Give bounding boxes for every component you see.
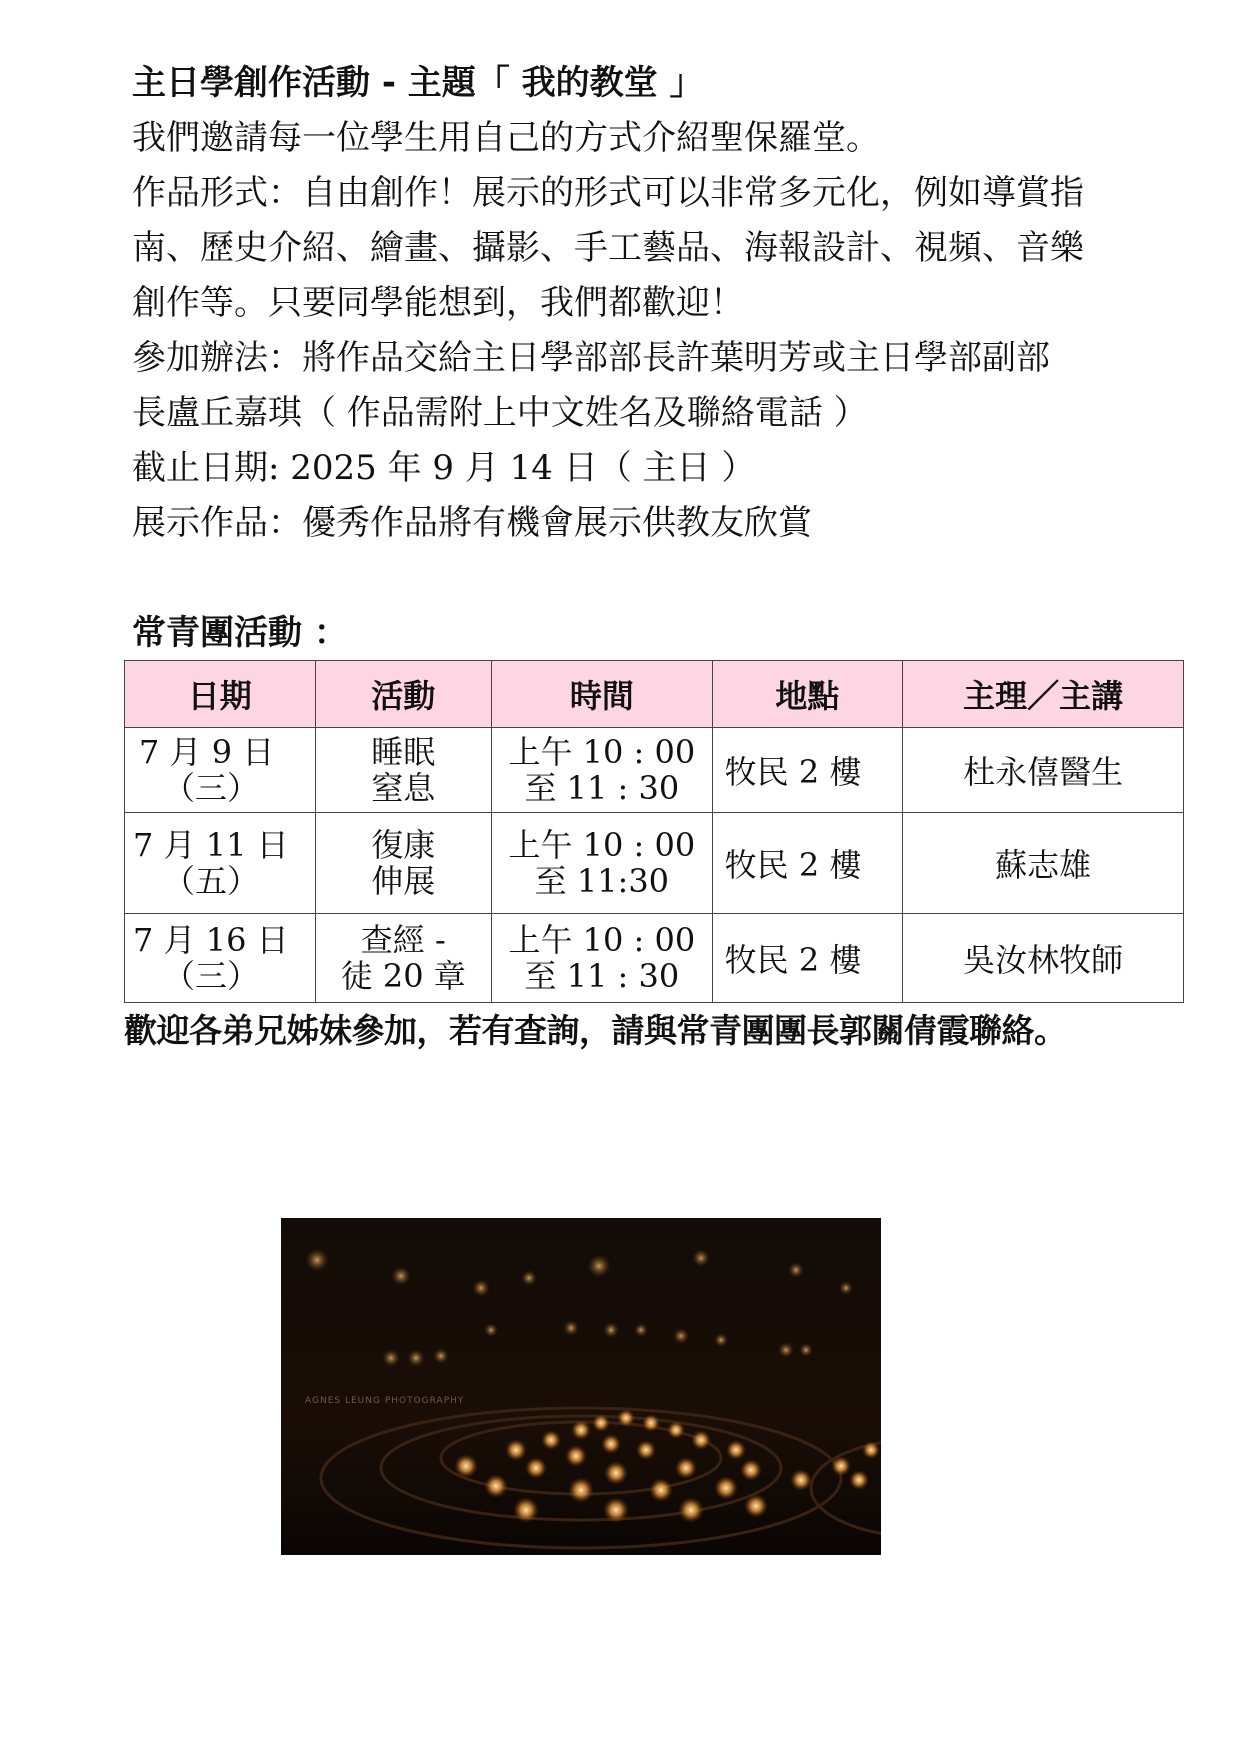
date-weekday: （五） [163,862,260,900]
location-cell: 牧民 2 樓 [712,914,903,1003]
header-host: 主理／主講 [903,661,1184,728]
activity-line-1: 睡眠 [371,733,436,771]
host-cell: 杜永僖醫生 [903,728,1184,813]
time-start: 上午 10 : 00 [508,826,696,864]
candles-photo [281,1218,881,1555]
sunday-school-section [132,56,1132,551]
display-text: 展示作品：優秀作品將有機會展示供教友欣賞 [132,503,812,543]
evergreen-schedule-table [124,660,1184,1003]
method-text-1: 參加辦法：將作品交給主日學部部長許葉明芳或主日學部副部 [132,338,1050,378]
location-cell: 牧民 2 樓 [712,813,903,914]
activity-line-2: 徒 20 章 [340,957,466,995]
location-cell: 牧民 2 樓 [712,728,903,813]
time-end: 至 11:30 [534,862,670,900]
evergreen-heading: 常青團活動 ： [132,613,348,653]
sunday-school-heading: 主日學創作活動 - 主題「 我的教堂 」 [132,63,704,103]
header-date: 日期 [125,661,316,728]
activity-cell [315,914,492,1003]
evergreen-footer-text: 歡迎各弟兄姊妹參加，若有查詢，請與常青團團長郭關倩霞聯絡。 [124,1011,1067,1050]
method-text-2: 長盧丘嘉琪（ 作品需附上中文姓名及聯絡電話 ） [132,393,868,433]
host-cell: 吳汝林牧師 [903,914,1184,1003]
date-weekday: （三） [163,769,260,807]
table-row [125,914,1184,1003]
activity-line-1: 復康 [371,826,436,864]
header-time: 時間 [492,661,713,728]
date-day: 7 月 16 日 [133,921,289,959]
deadline-text: 截止日期: 2025 年 9 月 14 日（ 主日 ） [132,448,756,488]
activity-line-1: 查經 - [360,921,446,959]
photo-watermark: AGNES LEUNG PHOTOGRAPHY [305,1396,465,1406]
format-text-1: 作品形式：自由創作！展示的形式可以非常多元化，例如導賞指 [132,173,1084,213]
candles-photo-icon [281,1218,881,1555]
date-day: 7 月 9 日 [139,733,275,771]
time-end: 至 11 : 30 [524,957,680,995]
header-location: 地點 [712,661,903,728]
date-day: 7 月 11 日 [133,826,289,864]
activity-cell [315,813,492,914]
time-cell [492,728,713,813]
date-weekday: （三） [163,957,260,995]
format-text-3: 創作等。只要同學能想到，我們都歡迎！ [132,283,744,323]
date-cell [125,914,316,1003]
date-cell [125,728,316,813]
header-activity: 活動 [315,661,492,728]
table-header-row [125,661,1184,728]
time-start: 上午 10 : 00 [508,733,696,771]
format-text-2: 南、歷史介紹、繪畫、攝影、手工藝品、海報設計、視頻、音樂 [132,228,1084,268]
time-end: 至 11 : 30 [524,769,680,807]
activity-line-2: 伸展 [371,862,436,900]
time-cell [492,813,713,914]
date-cell [125,813,316,914]
table-row [125,728,1184,813]
activity-line-2: 窒息 [371,769,436,807]
table-row [125,813,1184,914]
invite-text: 我們邀請每一位學生用自己的方式介紹聖保羅堂。 [132,118,880,158]
time-start: 上午 10 : 00 [508,921,696,959]
time-cell [492,914,713,1003]
activity-cell [315,728,492,813]
host-cell: 蘇志雄 [903,813,1184,914]
